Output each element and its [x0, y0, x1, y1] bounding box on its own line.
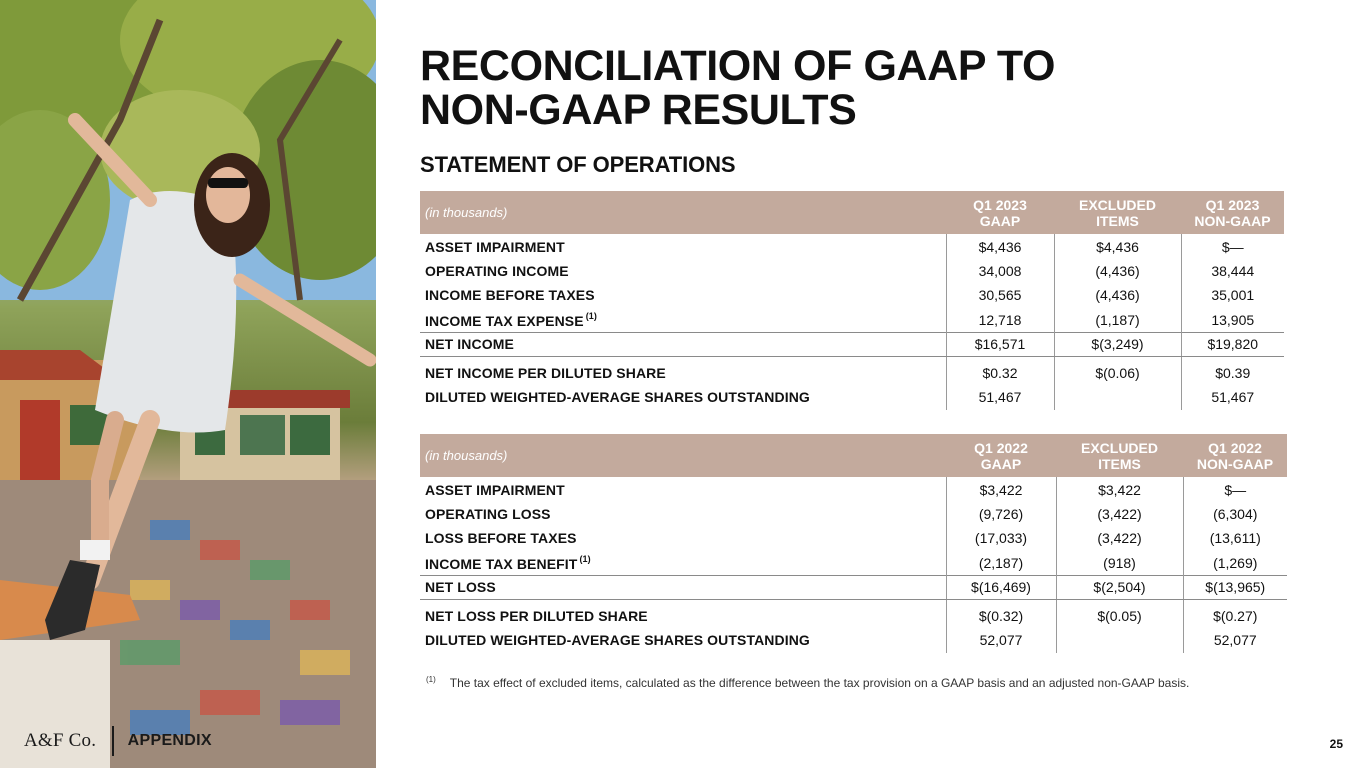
- section-subtitle: STATEMENT OF OPERATIONS: [420, 152, 736, 177]
- page-number: 25: [1329, 737, 1343, 751]
- table-row: ASSET IMPAIRMENT $4,436 $4,436 $—: [420, 234, 1284, 259]
- column-header-excluded: EXCLUDED ITEMS: [1056, 434, 1183, 477]
- column-header-nongaap: Q1 2022 NON-GAAP: [1183, 434, 1287, 477]
- column-header-gaap: Q1 2023 GAAP: [946, 191, 1054, 234]
- footnote-text: The tax effect of excluded items, calculated as the difference between the tax provision on a GAAP basis and an adjusted non-GAAP basis.: [449, 676, 1190, 690]
- table-row: LOSS BEFORE TAXES (17,033) (3,422) (13,611): [420, 526, 1287, 551]
- table-header-row: [420, 191, 1284, 234]
- table-row: ASSET IMPAIRMENT $3,422 $3,422 $—: [420, 477, 1287, 502]
- reconciliation-table-q1-2022: [420, 434, 1287, 653]
- units-label: (in thousands): [420, 434, 946, 477]
- table-row: OPERATING INCOME 34,008 (4,436) 38,444: [420, 259, 1284, 284]
- table-row: DILUTED WEIGHTED-AVERAGE SHARES OUTSTANDING 52,077 52,077: [420, 628, 1287, 653]
- column-header-gaap: Q1 2022 GAAP: [946, 434, 1056, 477]
- table-header-row: [420, 434, 1287, 477]
- brand-footer: [24, 726, 212, 756]
- column-header-excluded: EXCLUDED ITEMS: [1054, 191, 1181, 234]
- brand-logo: A&F Co.: [24, 730, 97, 751]
- footnote-ref: (1): [579, 553, 591, 564]
- column-header-nongaap: Q1 2023 NON-GAAP: [1181, 191, 1284, 234]
- page-title-line-1: RECONCILIATION OF GAAP TO: [420, 42, 1056, 90]
- table-row-total: NET INCOME $16,571 $(3,249) $19,820: [420, 332, 1284, 356]
- table-row: INCOME TAX BENEFIT $^{(1)}$ (2,187) (918) (1,269): [420, 551, 1287, 576]
- reconciliation-table-q1-2023: [420, 191, 1284, 410]
- footnote-ref: (1): [585, 310, 597, 321]
- brand-divider: [112, 726, 114, 756]
- photo-illustration: [0, 0, 376, 768]
- table-row: INCOME BEFORE TAXES 30,565 (4,436) 35,001: [420, 283, 1284, 308]
- page-title: [420, 44, 1220, 132]
- table-row-total: NET LOSS $(16,469) $(2,504) $(13,965): [420, 575, 1287, 599]
- footnote: [426, 676, 1189, 690]
- units-label: (in thousands): [420, 191, 946, 234]
- page-title-line-2: NON-GAAP RESULTS: [420, 86, 857, 134]
- section-label: APPENDIX: [127, 732, 212, 749]
- hero-photo: [0, 0, 376, 768]
- table-row: INCOME TAX EXPENSE $^{(1)}$ 12,718 (1,187) 13,905: [420, 308, 1284, 333]
- footnote-mark: (1): [426, 675, 436, 684]
- table-row: OPERATING LOSS (9,726) (3,422) (6,304): [420, 502, 1287, 527]
- table-row: NET LOSS PER DILUTED SHARE $(0.32) $(0.05) $(0.27): [420, 599, 1287, 628]
- table-row: DILUTED WEIGHTED-AVERAGE SHARES OUTSTANDING 51,467 51,467: [420, 385, 1284, 410]
- table-row: NET INCOME PER DILUTED SHARE $0.32 $(0.06) $0.39: [420, 356, 1284, 385]
